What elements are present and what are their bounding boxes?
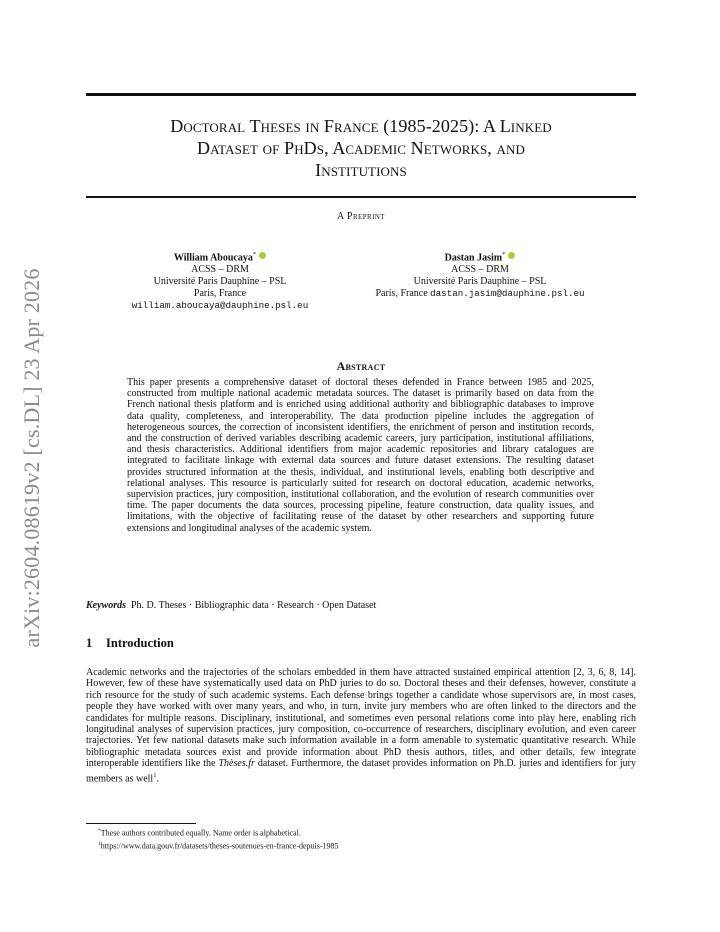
footnote-1: [98, 826, 618, 839]
author-block-1: [112, 249, 328, 312]
author-university: Université Paris Dauphine – PSL: [153, 276, 287, 288]
author-name-line: [112, 249, 328, 264]
author-city: Paris, France: [375, 288, 428, 300]
keywords-label: Keywords: [86, 600, 126, 611]
intro-text-part-1: Academic networks and the trajectories of the scholars embedded in them have attracted sustained empirical attention [2, 3, 6, 8, 14]. However, few of these have systematically used data on PhD juries to do so. Doctoral theses and their defenses, however, constitute a rich resource for the study of such academic systems. Each defense brings together a candidate whose supervisors are, in most cases, people they have worked with over many years, and who, in turn, invite jury members who are often linked to the directors and the candidates for multiple reasons. Disciplinary, institutional, and sometimes even personal relations come into play here, enabling rich longitudinal analyses of supervision practices, jury composition, co-occurrence of researchers, disciplinary evolution, and even career trajectories. Yet few national datasets make such information available in a form amenable to systematic quantitative research. While bibliographic metadata sources exist and provide information about PhD thesis authors, titles, and other details, few integrate interoperable identifiers like the: [86, 667, 636, 770]
footnote-text: These authors contributed equally. Name order is alphabetical.: [100, 828, 301, 838]
keywords-text: Ph. D. Theses · Bibliographic data · Research · Open Dataset: [131, 600, 377, 611]
author-email[interactable]: william.aboucaya@dauphine.psl.eu: [131, 300, 309, 312]
equal-contribution-mark: *: [502, 251, 506, 258]
abstract-text: This paper presents a comprehensive dataset of doctoral theses defended in France between 1985 and 2025, constructed from multiple national academic metadata sources. The dataset is primarily based on data from the French national thesis platform and is enriched using additional authority and bibliographic databases to improve data quality, completeness, and interoperability. The data production pipeline includes the aggregation of heterogeneous sources, the correction of inconsistent identifiers, the enrichment of person and institution records, and the construction of derived variables describing academic careers, jury participation, institutional affiliations, and thesis characteristics. Additional identifiers from major academic repositories and library catalogues are integrated to facilitate linkage with external data sources and future dataset extensions. The resulting dataset provides structured information at the thesis, individual, and institutional levels, enabling both descriptive and relational analyses. This resource is particularly suited for research on doctoral education, academic networks, supervision practices, jury composition, institutional collaboration, and the evolution of research communities over time. The paper documents the data sources, processing pipeline, feature construction, data quality issues, and limitations, with the objective of facilitating reuse of the dataset by other researchers and supporting future extensions and longitudinal analyses of the academic system.: [127, 377, 594, 534]
author-name-line: [356, 249, 604, 264]
arxiv-side-identifier: [14, 262, 50, 654]
preprint-label: A Preprint: [337, 211, 385, 222]
section-heading: [86, 636, 174, 651]
abstract-heading: Abstract: [336, 359, 386, 373]
footnote-mark: 1: [98, 840, 101, 847]
section-title: Introduction: [106, 636, 174, 650]
footnote-mark: *: [98, 828, 101, 834]
title-line-1: Doctoral Theses in France (1985-2025): A Linked: [170, 116, 552, 136]
footnote-rule: [86, 823, 196, 824]
orcid-icon[interactable]: [259, 252, 266, 259]
title-bottom-rule: [86, 196, 636, 198]
author-name: Dastan Jasim: [444, 252, 503, 264]
footnotes: [98, 826, 618, 851]
author-lab: ACSS – DRM: [451, 264, 509, 276]
author-university: Université Paris Dauphine – PSL: [413, 276, 547, 288]
orcid-icon[interactable]: [508, 252, 515, 259]
intro-text-end: .: [156, 772, 159, 784]
intro-text-part-2: dataset. Furthermore, the dataset provides information on Ph.D. juries and identifiers for jury members as well: [86, 758, 636, 784]
author-city-email-line: [356, 288, 604, 300]
arxiv-id-text: arXiv:2604.08619v2 [cs.DL] 23 Apr 2026: [19, 268, 44, 648]
author-lab: ACSS – DRM: [191, 264, 249, 276]
section-number: 1: [86, 636, 93, 650]
keywords-line: [86, 600, 636, 612]
paper-title: [86, 115, 636, 181]
author-city: Paris, France: [193, 288, 247, 300]
title-line-3: Institutions: [315, 160, 407, 180]
footnote-reference[interactable]: 1: [153, 771, 157, 779]
author-block-2: [356, 249, 604, 300]
introduction-paragraph: [86, 667, 636, 784]
footnote-url[interactable]: https://www.data.gouv.fr/datasets/theses-soutenues-en-france-depuis-1985: [100, 841, 339, 851]
title-top-rule: [86, 93, 636, 96]
footnote-2: [98, 839, 618, 852]
title-line-2: Dataset of PhDs, Academic Networks, and: [197, 138, 525, 158]
author-email[interactable]: dastan.jasim@dauphine.psl.eu: [430, 288, 585, 300]
intro-dataset-name: Thèses.fr: [218, 758, 255, 770]
equal-contribution-mark: *: [252, 251, 257, 258]
author-name: William Aboucaya: [173, 252, 253, 264]
